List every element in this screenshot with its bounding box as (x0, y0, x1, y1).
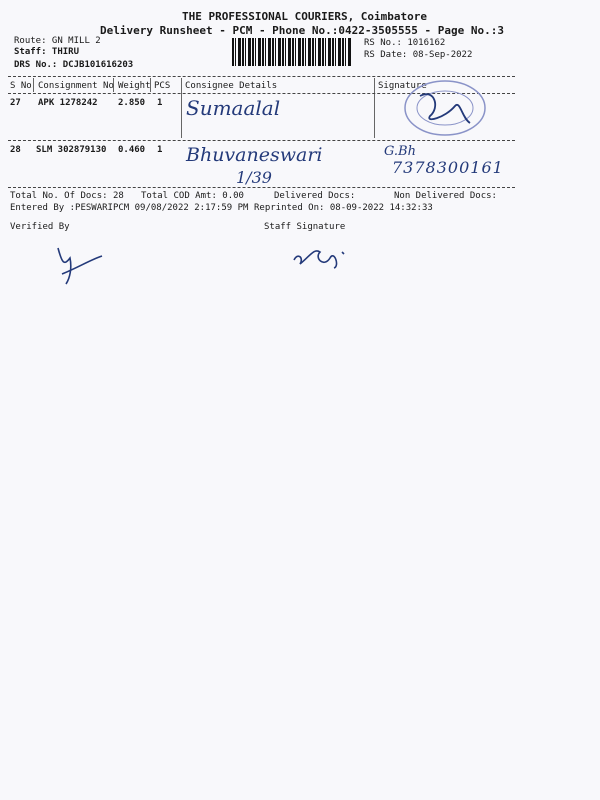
reprinted-on: Reprinted On: 08-09-2022 14:32:33 (254, 203, 433, 213)
row-27-sno: 27 (10, 98, 21, 108)
delivered-docs: Delivered Docs: (274, 191, 356, 201)
col-sep (33, 78, 34, 92)
row-27-pcs: 1 (157, 98, 163, 108)
col-sep (374, 78, 375, 138)
row-28-consignment: SLM 302879130 (36, 145, 107, 155)
row-27-consignee-handwritten: Sumaalal (186, 96, 281, 120)
barcode-image (232, 38, 352, 66)
header-consignee: Consignee Details (185, 81, 278, 91)
row-28-sno: 28 (10, 145, 21, 155)
row-28-consignee-extra: 1/39 (236, 168, 272, 187)
header-weight: Weight (118, 81, 151, 91)
col-sep (181, 78, 182, 138)
non-delivered-docs: Non Delivered Docs: (394, 191, 497, 201)
drs-number: DRS No.: DCJB101616203 (14, 60, 134, 70)
header-signature: Signature (378, 81, 427, 91)
table-bottom-rule (8, 187, 515, 188)
header-pcs: PCS (154, 81, 171, 91)
row-28-phone: 7378300161 (392, 158, 504, 177)
table-top-rule (8, 76, 515, 77)
header-sno: S No (10, 81, 32, 91)
row-28-consignee-handwritten: Bhuvaneswari (186, 144, 323, 166)
row-28-signature: G.Bh (384, 144, 416, 159)
row-rule (8, 140, 515, 141)
entered-by: Entered By :PESWARIPCM 09/08/2022 2:17:59 PM (10, 203, 249, 213)
staff-signature (290, 238, 360, 278)
rs-number: RS No.: 1016162 (364, 38, 446, 48)
total-cod: Total COD Amt: 0.00 (141, 191, 244, 201)
runsheet-subtitle: Delivery Runsheet - PCM - Phone No.:0422-3505555 - Page No.:3 (100, 24, 504, 37)
row-28-pcs: 1 (157, 145, 163, 155)
row-27-weight: 2.850 (118, 98, 146, 108)
verified-by-label: Verified By (10, 222, 70, 232)
rs-date: RS Date: 08-Sep-2022 (364, 50, 473, 60)
staff-label: Staff: THIRU (14, 47, 80, 57)
header-consignment: Consignment No (38, 81, 114, 91)
route-label: Route: GN MILL 2 (14, 36, 101, 46)
company-title: THE PROFESSIONAL COURIERS, Coimbatore (182, 10, 428, 23)
row-28-weight: 0.460 (118, 145, 146, 155)
delivery-stamp (400, 78, 490, 138)
staff-signature-label: Staff Signature (264, 222, 346, 232)
row-27-consignment: APK 1278242 (38, 98, 98, 108)
total-docs: Total No. Of Docs: 28 (10, 191, 124, 201)
verifier-signature (52, 238, 112, 288)
